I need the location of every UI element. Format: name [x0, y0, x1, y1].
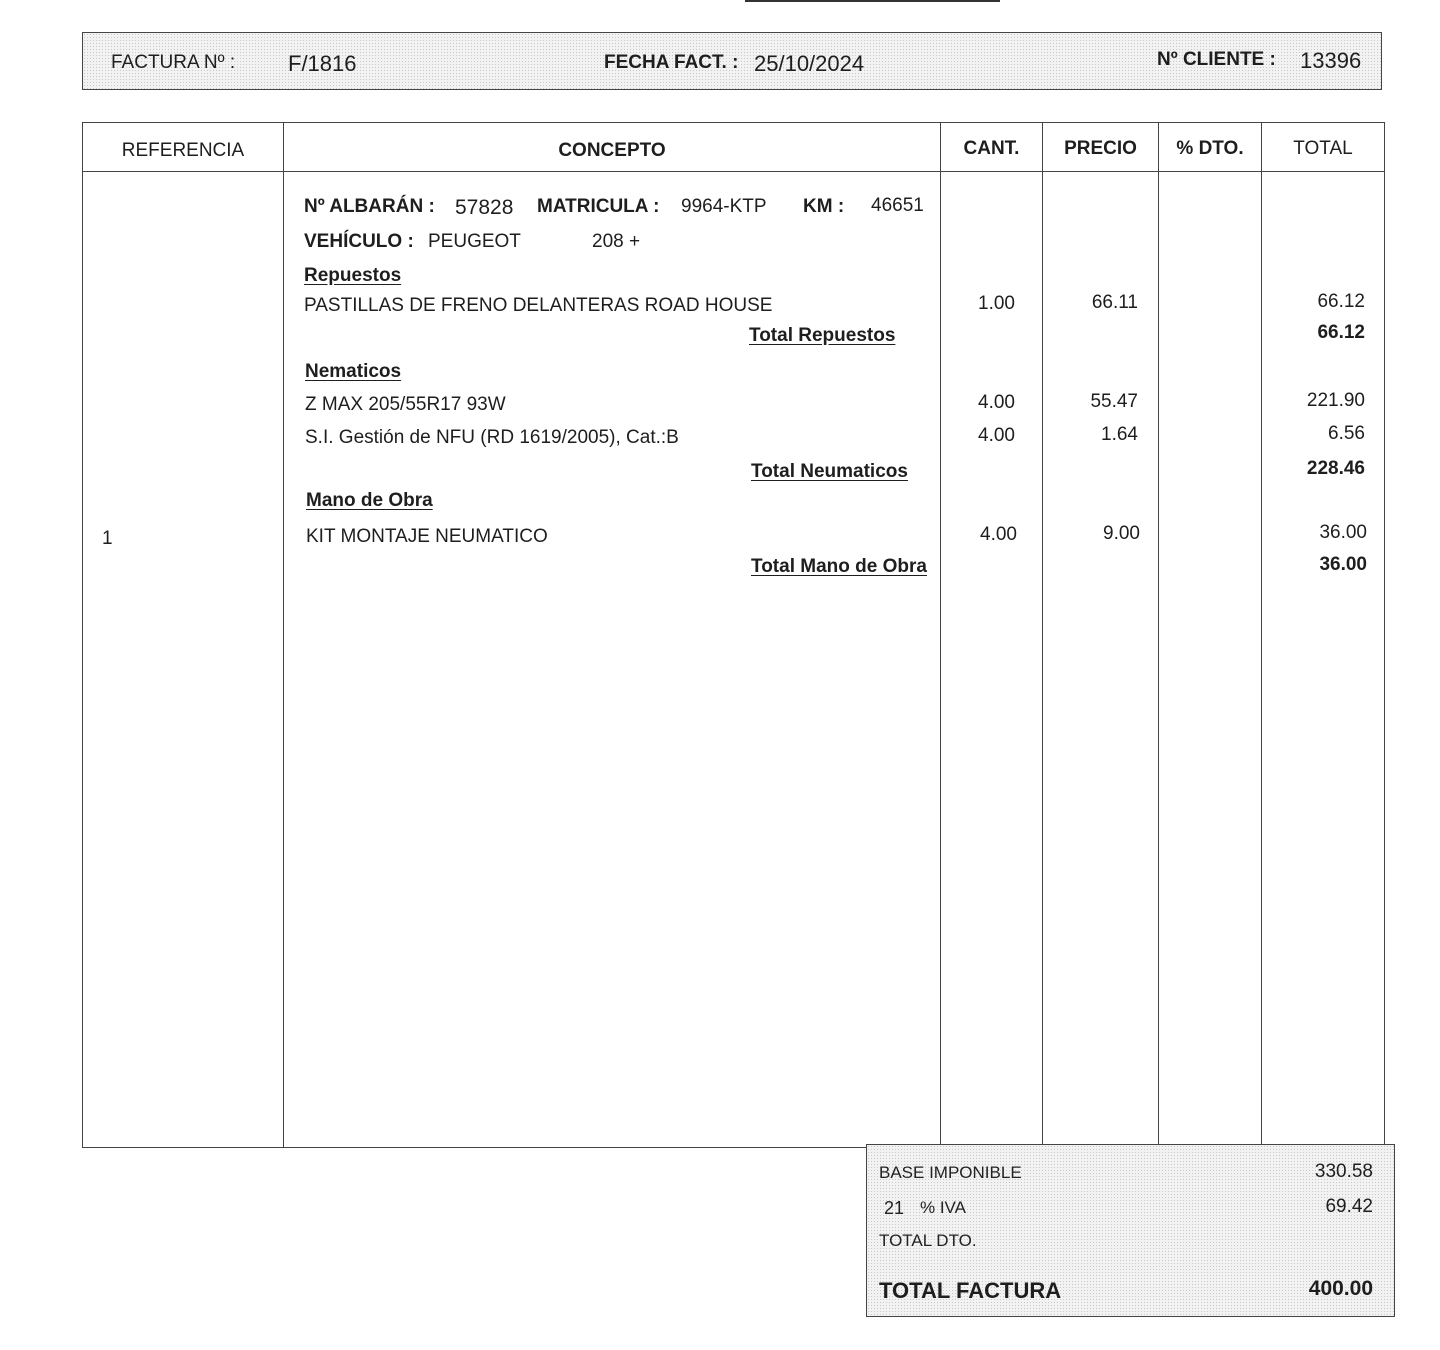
item-precio: 1.64	[1101, 424, 1138, 445]
item-total: 36.00	[1319, 522, 1367, 543]
cliente-number: 13396	[1300, 48, 1362, 73]
item-concepto: S.I. Gestión de NFU (RD 1619/2005), Cat.:B	[305, 427, 679, 448]
item-cant: 4.00	[978, 392, 1015, 413]
total-factura-label: TOTAL FACTURA	[879, 1278, 1062, 1303]
subtotal-label-mano-obra: Total Mano de Obra	[751, 556, 927, 577]
item-total: 221.90	[1306, 390, 1365, 411]
header-row-divider	[82, 171, 1385, 172]
item-cant: 4.00	[978, 425, 1015, 446]
col-divider-concepto	[283, 122, 284, 1148]
fecha-value: 25/10/2024	[754, 51, 865, 76]
item-precio: 9.00	[1103, 523, 1140, 544]
matricula-label: MATRICULA :	[537, 196, 660, 217]
item-concepto: KIT MONTAJE NEUMATICO	[306, 526, 548, 547]
item-total: 6.56	[1328, 423, 1365, 444]
item-total: 66.12	[1317, 291, 1365, 312]
col-divider-precio	[1042, 122, 1043, 1148]
cliente-label: Nº CLIENTE :	[1157, 49, 1276, 70]
vehiculo-make: PEUGEOT	[428, 231, 521, 252]
top-rule	[745, 0, 1000, 2]
col-header-referencia: REFERENCIA	[121, 140, 245, 161]
item-precio: 55.47	[1090, 391, 1138, 412]
factura-label: FACTURA Nº :	[111, 52, 236, 73]
km-value: 46651	[871, 195, 924, 216]
vehiculo-label: VEHÍCULO :	[304, 231, 414, 252]
col-header-precio: PRECIO	[1064, 138, 1137, 159]
total-dto-label: TOTAL DTO.	[879, 1231, 977, 1250]
col-header-total: TOTAL	[1293, 138, 1353, 159]
col-header-cant: CANT.	[963, 138, 1020, 159]
item-concepto: PASTILLAS DE FRENO DELANTERAS ROAD HOUSE	[304, 295, 773, 316]
fecha-label: FECHA FACT. :	[604, 52, 739, 73]
section-title-repuestos: Repuestos	[304, 265, 402, 286]
factura-number: F/1816	[288, 51, 357, 76]
col-header-dto: % DTO.	[1176, 138, 1244, 159]
vehiculo-model: 208 +	[592, 231, 641, 252]
item-cant: 4.00	[980, 524, 1017, 545]
col-divider-total	[1261, 122, 1262, 1148]
km-label: KM :	[803, 196, 845, 217]
subtotal-value-repuestos: 66.12	[1317, 322, 1365, 343]
iva-label: % IVA	[920, 1198, 966, 1217]
item-concepto: Z MAX 205/55R17 93W	[305, 394, 506, 415]
subtotal-label-repuestos: Total Repuestos	[749, 325, 896, 346]
item-precio: 66.11	[1091, 292, 1138, 313]
albaran-value: 57828	[455, 196, 514, 219]
total-factura-value: 400.00	[1308, 1277, 1373, 1300]
base-imponible-value: 330.58	[1314, 1161, 1373, 1182]
section-title-neumaticos: Nematicos	[305, 361, 402, 382]
matricula-value: 9964-KTP	[681, 196, 767, 217]
item-cant: 1.00	[978, 293, 1015, 314]
iva-rate: 21	[884, 1198, 905, 1218]
albaran-label: Nº ALBARÁN :	[304, 196, 435, 217]
referencia-value: 1	[102, 528, 113, 549]
line-items-table	[82, 122, 1385, 1148]
subtotal-value-mano-obra: 36.00	[1319, 554, 1367, 575]
iva-value: 69.42	[1325, 1196, 1373, 1217]
base-imponible-label: BASE IMPONIBLE	[879, 1163, 1022, 1182]
col-divider-cant	[940, 122, 941, 1148]
col-header-concepto: CONCEPTO	[558, 140, 666, 161]
col-divider-dto	[1158, 122, 1159, 1148]
subtotal-label-neumaticos: Total Neumaticos	[751, 461, 908, 482]
subtotal-value-neumaticos: 228.46	[1306, 458, 1365, 479]
section-title-mano-obra: Mano de Obra	[306, 490, 433, 511]
